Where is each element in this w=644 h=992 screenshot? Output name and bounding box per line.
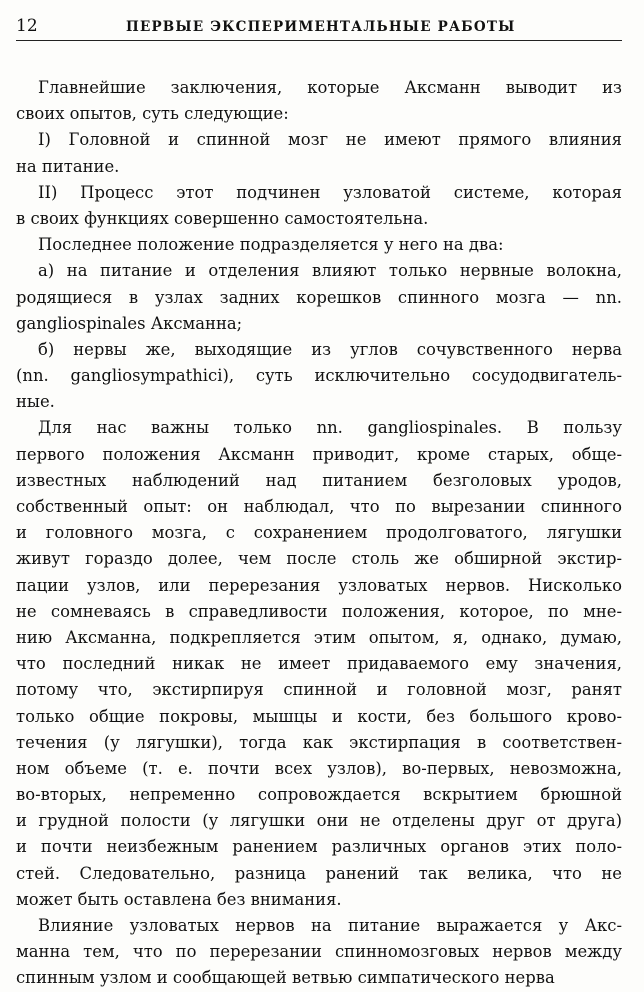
text-line: стей. Следовательно, разница ранений так велика, что не xyxy=(16,863,622,883)
text-line: живут гораздо долее, чем после столь же обширной экстир- xyxy=(16,549,622,569)
text-line: своих опытов, суть следующие: xyxy=(16,104,289,124)
text-line: (nn. gangliosympathici), суть исключительно сосудодвигатель- xyxy=(16,366,622,386)
text-line: известных наблюдений над питанием безголовых уродов, xyxy=(16,470,622,490)
paragraph xyxy=(16,232,622,258)
text-line: что последний никак не имеет придаваемого ему значения, xyxy=(16,654,622,674)
text-line: нию Аксманна, подкрепляется этим опытом, я, однако, думаю, xyxy=(16,627,622,647)
paragraph xyxy=(16,127,622,179)
text-line: не сомневаясь в справедливости положения, которое, по мне- xyxy=(16,601,622,621)
text-line: пации узлов, или перерезания узловатых нервов. Нисколько xyxy=(16,575,622,595)
text-line: потому что, экстирпируя спинной и головной мозг, ранят xyxy=(16,680,622,700)
text-line: ном объеме (т. е. почти всех узлов), во-первых, невозможна, xyxy=(16,758,622,778)
text-line: и грудной полости (у лягушки они не отделены друг от друга) xyxy=(16,811,622,831)
text-line: Влияние узловатых нервов на питание выражается у Акс- xyxy=(38,916,622,935)
text-line: собственный опыт: он наблюдал, что по вырезании спинного xyxy=(16,497,622,516)
text-line: родящиеся в узлах задних корешков спинного мозга — nn. xyxy=(16,287,622,307)
text-line: и головного мозга, с сохранением продолговатого, лягушки xyxy=(16,523,622,543)
text-line: на питание. xyxy=(16,156,120,176)
text-line: может быть оставлена без внимания. xyxy=(16,889,342,909)
paragraph xyxy=(16,337,622,416)
text-line: первого положения Аксманн приводит, кроме старых, обще- xyxy=(16,444,622,464)
text-line: gangliospinales Аксманна; xyxy=(16,313,243,333)
text-line: б) нервы же, выходящие из углов сочувственного нерва xyxy=(38,339,622,359)
paragraph xyxy=(16,75,622,127)
text-line: I) Головной и спинной мозг не имеют прямого влияния xyxy=(38,130,622,150)
text-line: только общие покровы, мышцы и кости, без большого крово- xyxy=(16,706,622,726)
text-line: манна тем, что по перерезании спинномозговых нервов между xyxy=(16,942,622,962)
page-number: 12 xyxy=(16,16,38,36)
body-text xyxy=(16,75,622,992)
text-line: в своих функциях совершенно самостоятельна. xyxy=(16,208,429,228)
paragraph xyxy=(16,258,622,337)
text-line: Для нас важны только nn. gangliospinales. В пользу xyxy=(38,418,622,438)
page-header xyxy=(16,16,622,41)
text-line: и почти неизбежным ранением различных органов этих поло- xyxy=(16,837,622,857)
paragraph xyxy=(16,913,622,992)
paragraph xyxy=(16,415,622,913)
text-line: Последнее положение подразделяется у него на два: xyxy=(38,235,504,255)
text-line: II) Процесс этот подчинен узловатой системе, которая xyxy=(38,182,622,202)
text-line: течения (у лягушки), тогда как экстирпация в соответствен- xyxy=(16,732,622,752)
text-line: а) на питание и отделения влияют только нервные волокна, xyxy=(38,261,622,281)
text-line: спинным узлом и сообщающей ветвью симпатического нерва xyxy=(16,968,555,988)
paragraph xyxy=(16,180,622,232)
text-line: Главнейшие заключения, которые Аксманн выводит из xyxy=(38,78,622,97)
running-head: ПЕРВЫЕ ЭКСПЕРИМЕНТАЛЬНЫЕ РАБОТЫ xyxy=(126,19,516,35)
text-line: ные. xyxy=(16,392,55,412)
text-line: во-вторых, непременно сопровождается вскрытием брюшной xyxy=(16,785,622,805)
